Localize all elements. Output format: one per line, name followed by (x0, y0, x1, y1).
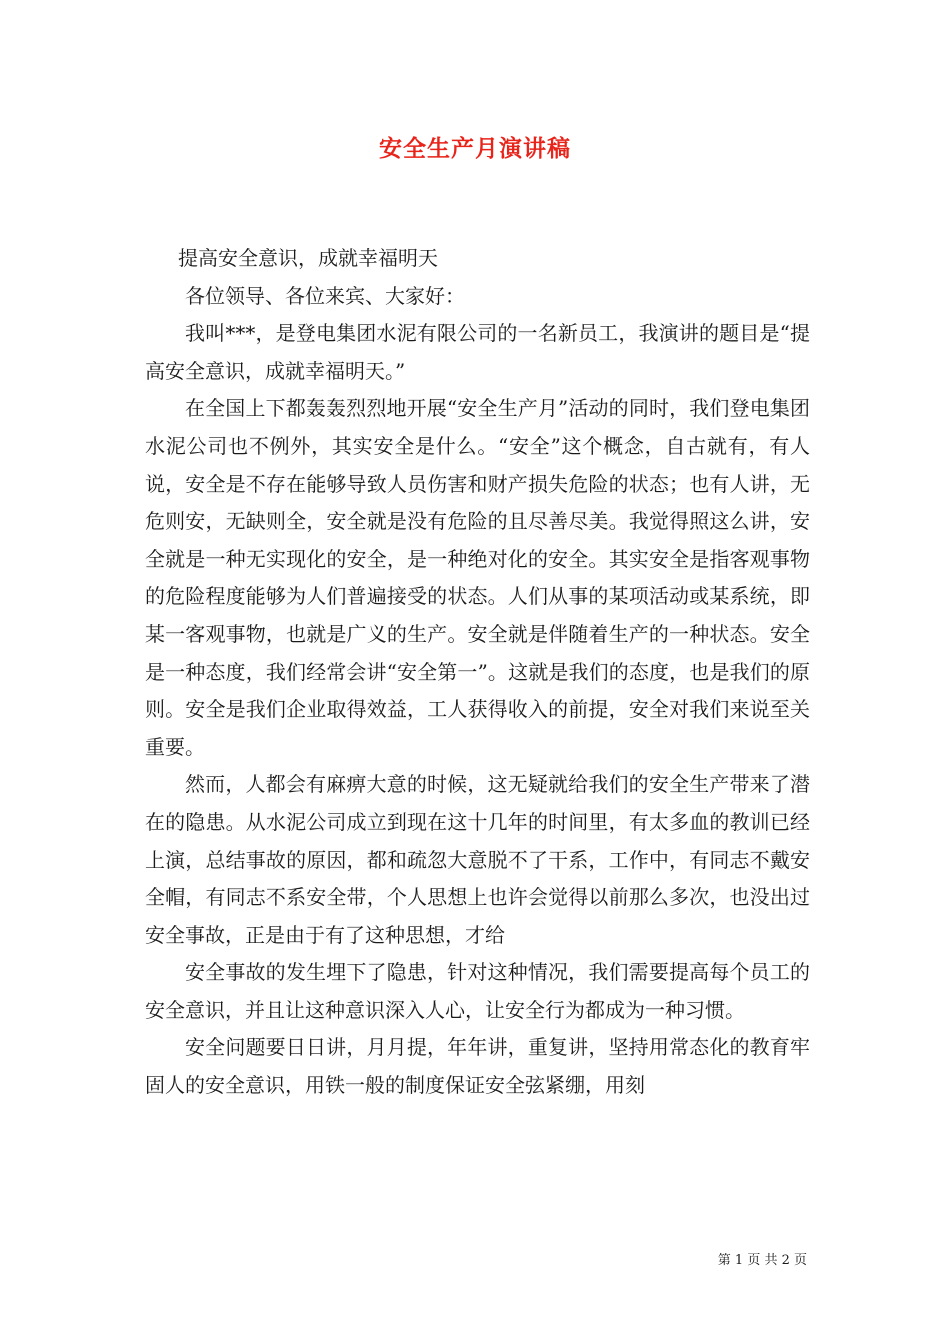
body-paragraph: 安全问题要日日讲，月月提，年年讲，重复讲，坚持用常态化的教育牢固人的安全意识，用铁一般的制度保证安全弦紧绷，用刻 (145, 1035, 810, 1098)
body-paragraph: 在全国上下都轰轰烈烈地开展“安全生产月”活动的同时，我们登电集团水泥公司也不例外，其实安全是什么。“安全”这个概念，自古就有，有人说，安全是不存在能够导致人员伤害和财产损失危险的状态；也有人讲，无危则安，无缺则全，安全就是没有危险的且尽善尽美。我觉得照这么讲，安全就是一种无实现化的安全，是一种绝对化的安全。其实安全是指客观事物的危险程度能够为人们普遍接受的状态。人们从事的某项活动或某系统，即某一客观事物，也就是广义的生产。安全就是伴随着生产的一种状态。安全是一种态度，我们经常会讲“安全第一”。这就是我们的态度，也是我们的原则。安全是我们企业取得效益，工人获得收入的前提，安全对我们来说至关重要。 (145, 396, 810, 759)
greeting-paragraph: 各位领导、各位来宾、大家好： (185, 283, 465, 308)
document-title: 安全生产月演讲稿 (379, 135, 571, 162)
document-body (145, 240, 810, 1105)
body-paragraph: 安全事故的发生埋下了隐患，针对这种情况，我们需要提高每个员工的安全意识，并且让这种意识深入人心，让安全行为都成为一种习惯。 (145, 960, 810, 1022)
intro-paragraph: 我叫***，是登电集团水泥有限公司的一名新员工，我演讲的题目是“提高安全意识，成就幸福明天。” (145, 321, 810, 383)
body-paragraph: 然而，人都会有麻痹大意的时候，这无疑就给我们的安全生产带来了潜在的隐患。从水泥公司成立到现在这十几年的时间里，有太多血的教训已经上演，总结事故的原因，都和疏忽大意脱不了干系，工作中，有同志不戴安全帽，有同志不系安全带，个人思想上也许会觉得以前那么多次，也没出过安全事故，正是由于有了这种思想，才给 (145, 772, 810, 947)
page-number: 第 1 页 共 2 页 (717, 1253, 807, 1268)
speech-subtitle: 提高安全意识，成就幸福明天 (178, 246, 438, 270)
